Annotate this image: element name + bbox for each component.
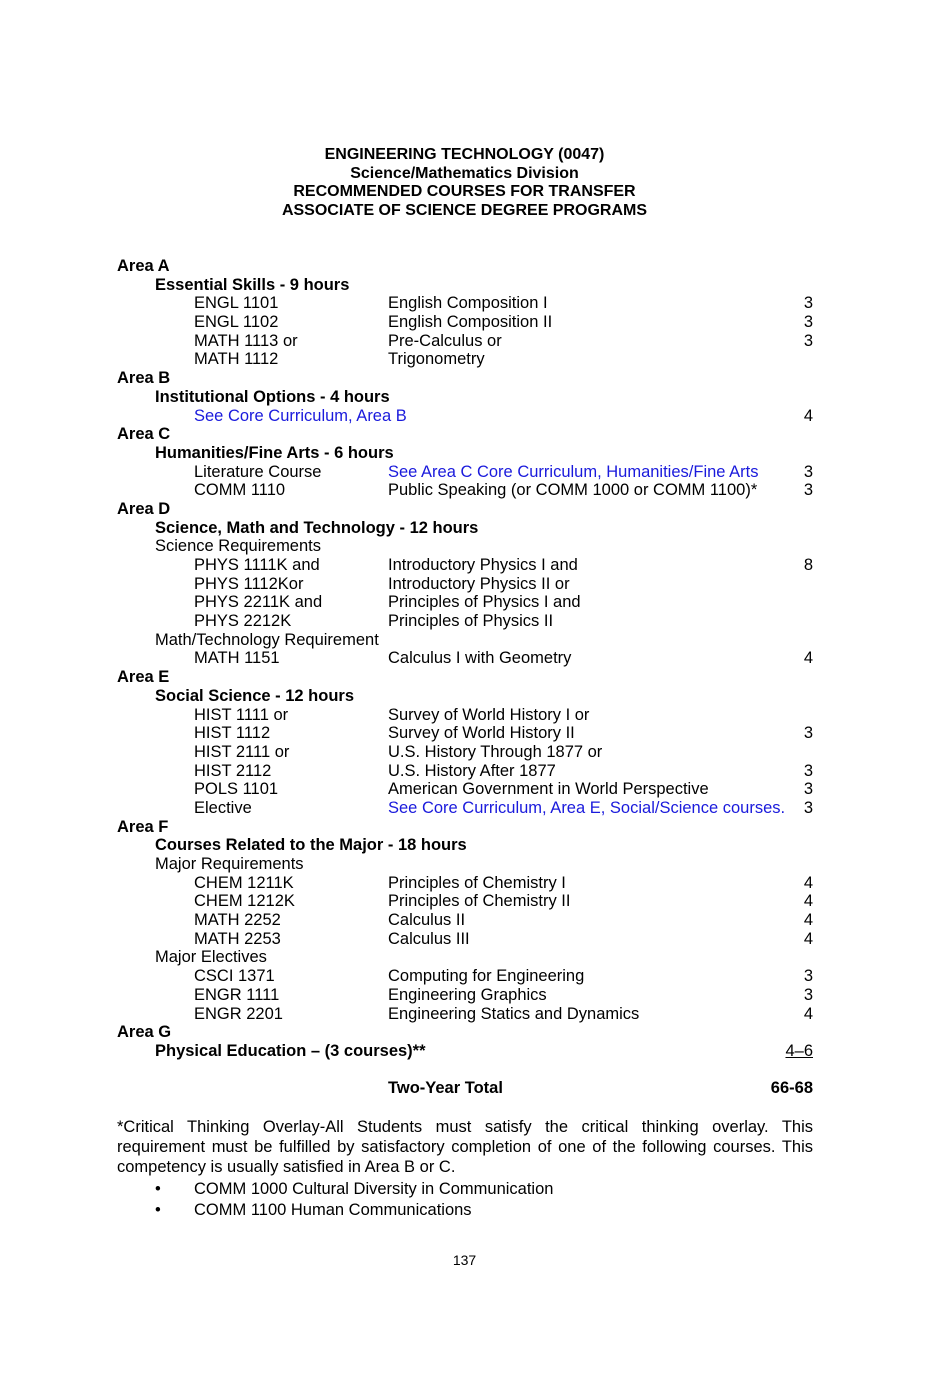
area-label: Area E xyxy=(117,668,170,687)
course-code: POLS 1101 xyxy=(194,780,279,799)
subsection-row xyxy=(0,631,929,650)
division-name: Science/Mathematics Division xyxy=(350,164,579,182)
course-code: HIST 2112 xyxy=(194,761,272,780)
course-row xyxy=(0,967,929,986)
section-heading: Essential Skills - 9 hours xyxy=(155,275,350,294)
course-code: Literature Course xyxy=(194,462,322,481)
course-hours: 4 xyxy=(803,892,813,911)
section-heading: Courses Related to the Major - 18 hours xyxy=(155,836,467,855)
course-hours: 4 xyxy=(803,649,813,668)
course-hours: 8 xyxy=(803,556,813,574)
course-row xyxy=(0,743,929,762)
course-code: CHEM 1212K xyxy=(194,892,295,911)
area-g-row xyxy=(0,1023,929,1042)
course-code: MATH 2253 xyxy=(194,929,281,948)
area-label: Area D xyxy=(117,499,171,518)
section-row xyxy=(0,1042,929,1061)
course-code: HIST 2111 or xyxy=(194,742,290,761)
course-code: PHYS 1112Kor xyxy=(194,574,304,593)
course-row xyxy=(0,762,929,781)
section-row xyxy=(0,276,929,295)
course-code: PHYS 2211K and xyxy=(194,593,323,612)
course-list xyxy=(0,257,929,1098)
course-row xyxy=(0,463,929,482)
course-title: English Composition II xyxy=(388,313,553,332)
course-row xyxy=(0,911,929,930)
course-code: CSCI 1371 xyxy=(194,967,275,986)
course-code: HIST 1111 or xyxy=(194,705,289,724)
course-hours: 3 xyxy=(803,462,813,481)
course-hours: 3 xyxy=(803,798,813,817)
course-title: American Government in World Perspective xyxy=(388,780,709,799)
course-title: Introductory Physics I and xyxy=(388,556,578,574)
course-row xyxy=(0,481,929,500)
course-row xyxy=(0,407,929,426)
course-code: ENGL 1102 xyxy=(194,313,279,332)
course-hours: 3 xyxy=(803,481,813,500)
course-row xyxy=(0,575,929,594)
area-label: Area C xyxy=(117,425,171,444)
document-header xyxy=(0,146,929,221)
subsection-heading: Major Requirements xyxy=(155,855,304,873)
course-hours: 3 xyxy=(803,313,813,332)
course-code: ENGL 1101 xyxy=(194,294,279,313)
course-code: ENGR 2201 xyxy=(194,1004,283,1023)
bullet-icon: • xyxy=(155,1180,161,1198)
section-row xyxy=(0,687,929,706)
course-hours: 3 xyxy=(803,724,813,743)
section-heading: Science, Math and Technology - 12 hours xyxy=(155,518,479,537)
course-hours: 3 xyxy=(803,780,813,799)
area-e-row xyxy=(0,668,929,687)
course-hours: 3 xyxy=(803,294,813,313)
list-item-text: COMM 1000 Cultural Diversity in Communication xyxy=(194,1180,554,1198)
area-a-row xyxy=(0,257,929,276)
course-code: MATH 1113 or xyxy=(194,331,298,350)
course-row xyxy=(0,930,929,949)
course-code: PHYS 2212K xyxy=(194,612,292,631)
course-row xyxy=(0,593,929,612)
section-heading: Social Science - 12 hours xyxy=(155,686,354,705)
section-row xyxy=(0,519,929,538)
course-title: Principles of Chemistry I xyxy=(388,873,566,892)
course-title: Principles of Chemistry II xyxy=(388,892,571,911)
course-code: ENGR 1111 xyxy=(194,985,280,1004)
course-hours: 4 xyxy=(803,873,813,892)
heading-recommended: RECOMMENDED COURSES FOR TRANSFER xyxy=(293,183,636,201)
course-title: Survey of World History I or xyxy=(388,705,590,724)
course-title: Trigonometry xyxy=(388,350,485,369)
course-row xyxy=(0,706,929,725)
course-code: CHEM 1211K xyxy=(194,873,294,892)
course-title: Calculus II xyxy=(388,911,466,930)
page-number: 137 xyxy=(452,1252,477,1268)
subsection-row xyxy=(0,948,929,967)
course-title: Introductory Physics II or xyxy=(388,574,570,593)
course-title: U.S. History Through 1877 or xyxy=(388,742,603,761)
area-d-row xyxy=(0,500,929,519)
core-curriculum-area-c-link[interactable]: See Area C Core Curriculum, Humanities/Fine Arts xyxy=(388,462,759,481)
course-title: Engineering Statics and Dynamics xyxy=(388,1004,640,1023)
course-title: English Composition I xyxy=(388,294,548,313)
course-row xyxy=(0,799,929,818)
section-heading: Physical Education – (3 courses)** xyxy=(155,1041,426,1060)
course-hours: 4 xyxy=(803,406,813,425)
area-label: Area A xyxy=(117,257,170,275)
critical-thinking-note: *Critical Thinking Overlay-All Students must satisfy the critical thinking overlay. This requirement must be fulfilled by satisfactory completion of one of the following courses. This competency is usually satisfied in Area B or C. xyxy=(117,1118,813,1176)
section-row xyxy=(0,836,929,855)
subsection-heading: Science Requirements xyxy=(155,537,321,556)
course-hours: 4 xyxy=(803,911,813,930)
course-code: COMM 1110 xyxy=(194,481,286,500)
course-row xyxy=(0,350,929,369)
area-b-row xyxy=(0,369,929,388)
course-title: U.S. History After 1877 xyxy=(388,761,556,780)
course-hours: 3 xyxy=(803,331,813,350)
core-curriculum-area-e-link[interactable]: See Core Curriculum, Area E, Social/Science courses. xyxy=(388,798,786,817)
course-hours: 3 xyxy=(803,985,813,1004)
course-row xyxy=(0,986,929,1005)
bullet-list xyxy=(0,1179,929,1221)
section-row xyxy=(0,444,929,463)
course-row xyxy=(0,780,929,799)
course-row xyxy=(0,294,929,313)
list-item xyxy=(0,1179,929,1200)
course-row xyxy=(0,1005,929,1024)
course-row xyxy=(0,332,929,351)
course-code: MATH 1112 xyxy=(194,350,279,369)
course-title: Pre-Calculus or xyxy=(388,331,502,350)
program-title: ENGINEERING TECHNOLOGY (0047) xyxy=(324,146,605,163)
course-hours: 4–6 xyxy=(785,1041,813,1060)
section-heading: Institutional Options - 4 hours xyxy=(155,387,390,406)
course-code: Elective xyxy=(194,798,252,817)
heading-degree: ASSOCIATE OF SCIENCE DEGREE PROGRAMS xyxy=(281,202,648,220)
course-row xyxy=(0,649,929,668)
course-row xyxy=(0,724,929,743)
course-row xyxy=(0,874,929,893)
area-label: Area F xyxy=(117,817,169,836)
course-row xyxy=(0,313,929,332)
list-item xyxy=(0,1200,929,1221)
course-hours: 4 xyxy=(803,1004,813,1023)
course-title: Principles of Physics II xyxy=(388,612,554,631)
subsection-row xyxy=(0,855,929,874)
total-hours: 66-68 xyxy=(770,1079,813,1098)
bullet-icon: • xyxy=(155,1200,161,1219)
subsection-heading: Math/Technology Requirement xyxy=(155,630,379,649)
list-item-text: COMM 1100 Human Communications xyxy=(194,1200,472,1219)
core-curriculum-area-b-link[interactable]: See Core Curriculum, Area B xyxy=(194,406,407,425)
course-code: MATH 2252 xyxy=(194,911,281,930)
section-row xyxy=(0,388,929,407)
course-code: PHYS 1111K and xyxy=(194,556,320,574)
course-row xyxy=(0,556,929,575)
course-title: Computing for Engineering xyxy=(388,967,585,986)
section-heading: Humanities/Fine Arts - 6 hours xyxy=(155,443,394,462)
course-title: Calculus I with Geometry xyxy=(388,649,572,668)
subsection-heading: Major Electives xyxy=(155,948,267,967)
course-hours: 3 xyxy=(803,967,813,986)
subsection-row xyxy=(0,537,929,556)
course-title: Survey of World History II xyxy=(388,724,575,743)
course-hours: 4 xyxy=(803,929,813,948)
course-title: Public Speaking (or COMM 1000 or COMM 1100)* xyxy=(388,481,758,500)
area-f-row xyxy=(0,818,929,837)
area-c-row xyxy=(0,425,929,444)
course-row xyxy=(0,892,929,911)
total-label: Two-Year Total xyxy=(388,1079,503,1098)
area-label: Area B xyxy=(117,369,171,388)
course-row xyxy=(0,612,929,631)
course-title: Calculus III xyxy=(388,929,470,948)
course-code: HIST 1112 xyxy=(194,724,271,743)
total-row xyxy=(0,1079,929,1098)
course-title: Principles of Physics I and xyxy=(388,593,581,612)
area-label: Area G xyxy=(117,1023,172,1042)
course-hours: 3 xyxy=(803,761,813,780)
course-code: MATH 1151 xyxy=(194,649,280,668)
course-title: Engineering Graphics xyxy=(388,985,547,1004)
